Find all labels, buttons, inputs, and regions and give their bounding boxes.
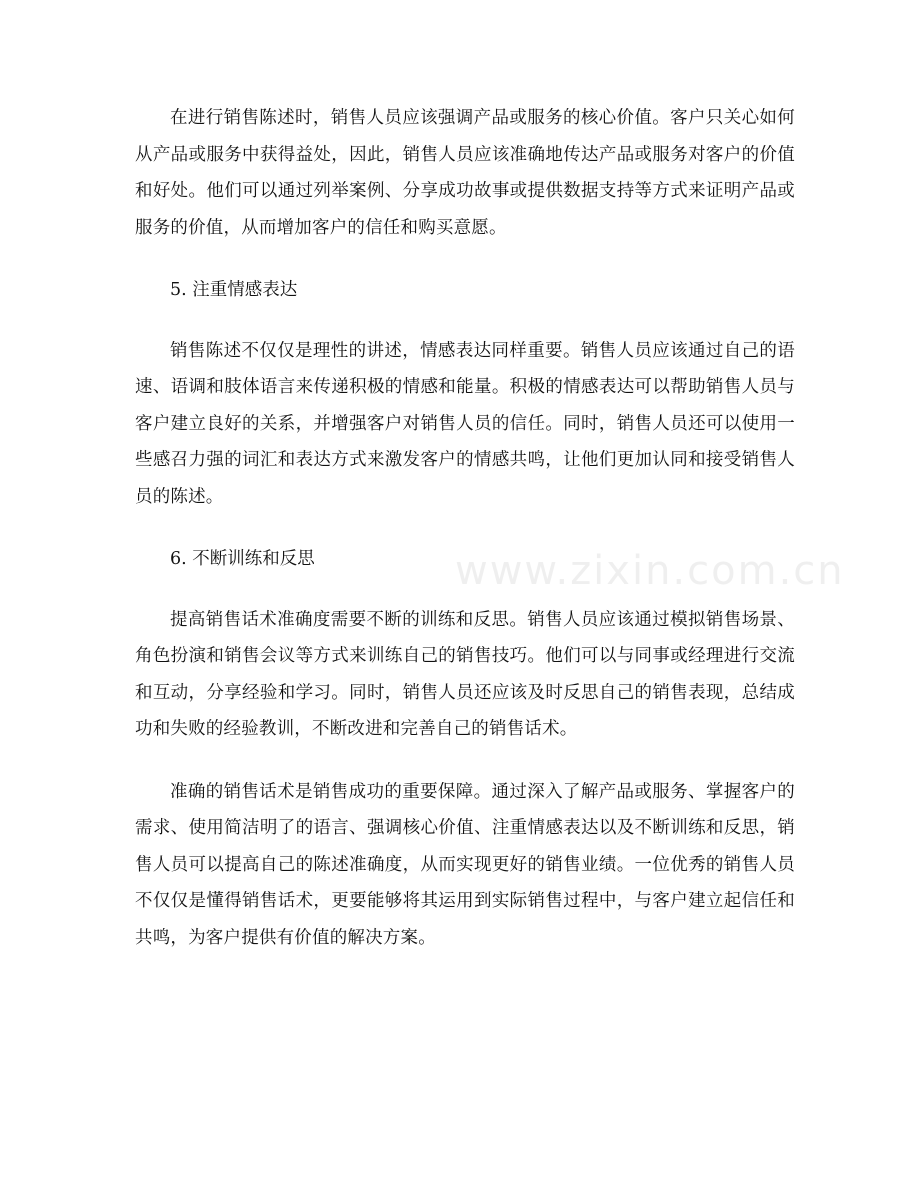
- watermark-text: www.zixin.com.cn: [455, 548, 845, 594]
- section-heading-training-reflection: 6. 不断训练和反思: [170, 549, 315, 569]
- document-body: [135, 100, 795, 982]
- section-heading-emotional-expression: 5. 注重情感表达: [170, 280, 298, 300]
- paragraph-emotional-expression: 销售陈述不仅仅是理性的讲述，情感表达同样重要。销售人员应该通过自己的语速、语调和肢体语言来传递积极的情感和能量。积极的情感表达可以帮助销售人员与客户建立良好的关系，并增强客户对销售人员的信任。同时，销售人员还可以使用一些感召力强的词汇和表达方式来激发客户的情感共鸣，让他们更加认同和接受销售人员的陈述。: [135, 340, 795, 507]
- paragraph-training-reflection: 提高销售话术准确度需要不断的训练和反思。销售人员应该通过模拟销售场景、角色扮演和销售会议等方式来训练自己的销售技巧。他们可以与同事或经理进行交流和互动，分享经验和学习。同时，销售人员还应该及时反思自己的销售表现，总结成功和失败的经验教训，不断改进和完善自己的销售话术。: [135, 609, 795, 739]
- paragraph-conclusion: 准确的销售话术是销售成功的重要保障。通过深入了解产品或服务、掌握客户的需求、使用简洁明了的语言、强调核心价值、注重情感表达以及不断训练和反思，销售人员可以提高自己的陈述准确度，从而实现更好的销售业绩。一位优秀的销售人员不仅仅是懂得销售话术，更要能够将其运用到实际销售过程中，与客户建立起信任和共鸣，为客户提供有价值的解决方案。: [135, 781, 795, 948]
- paragraph-core-value: 在进行销售陈述时，销售人员应该强调产品或服务的核心价值。客户只关心如何从产品或服务中获得益处，因此，销售人员应该准确地传达产品或服务对客户的价值和好处。他们可以通过列举案例、分享成功故事或提供数据支持等方式来证明产品或服务的价值，从而增加客户的信任和购买意愿。: [135, 108, 795, 238]
